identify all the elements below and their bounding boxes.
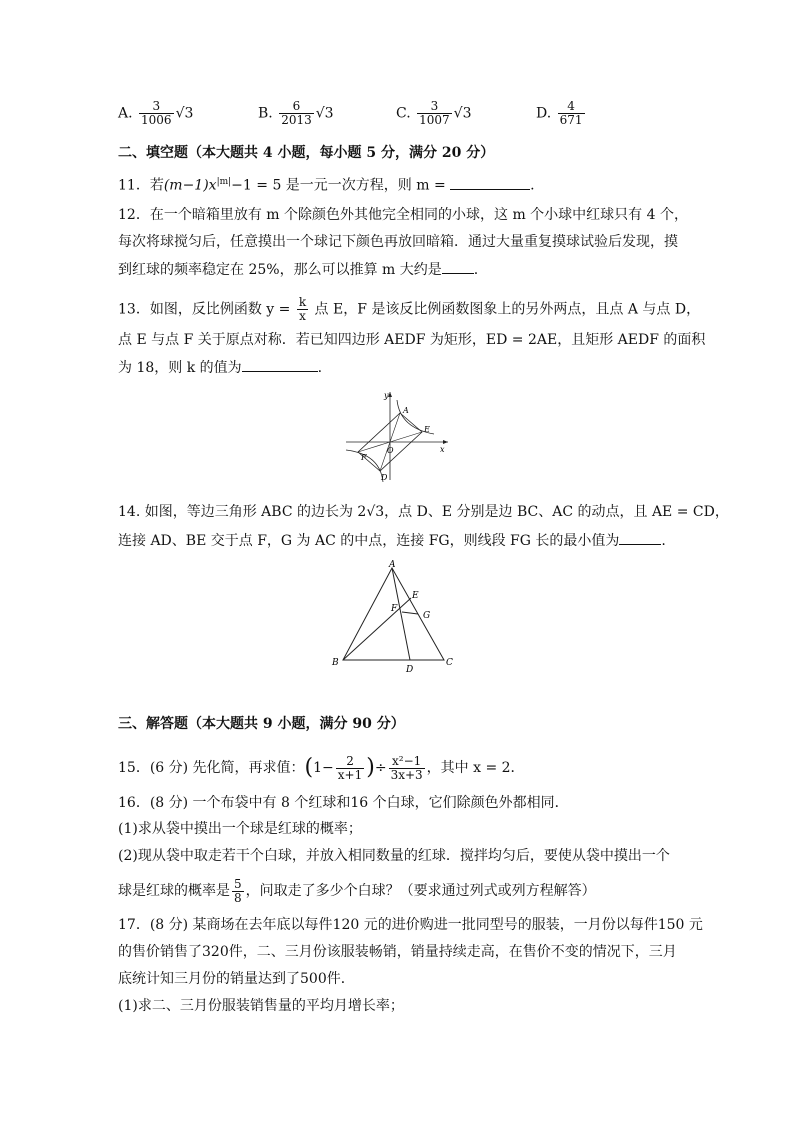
segment-fg: [402, 612, 418, 614]
label-e: E: [424, 425, 430, 434]
label-a: A: [389, 560, 396, 570]
label-a: A: [403, 406, 409, 415]
label-o: O: [387, 446, 394, 455]
figure-13-hyperbola-rectangle: [342, 388, 452, 484]
question-14-line-1: 14. 如图，等边三角形 ABC 的边长为 2√3，点 D、E 分别是边 BC、AC 的动点，且 AE = CD，: [118, 504, 729, 520]
answer-blank-11[interactable]: [450, 175, 530, 190]
section-heading-fill-in: 二、填空题（本大题共 4 小题，每小题 5 分，满分 20 分）: [118, 145, 495, 161]
section-heading-solutions: 三、解答题（本大题共 9 小题，满分 90 分）: [118, 716, 405, 732]
question-17-line-1: 17．(8 分) 某商场在去年底以每件120 元的进价购进一批同型号的服装，一月份以每件150 元: [118, 917, 703, 933]
label-b: B: [332, 658, 339, 668]
label-d: D: [381, 473, 388, 482]
answer-blank-13[interactable]: [242, 357, 318, 372]
question-16-line-1: 16．(8 分) 一个布袋中有 8 个红球和16 个白球，它们除颜色外都相同．: [118, 795, 569, 811]
question-16-line-3: (2)现从袋中取走若干个白球，并放入相同数量的红球．搅拌均匀后，要使从袋中摸出一个: [118, 848, 670, 864]
question-17-line-4: (1)求二、三月份服装销售量的平均月增长率；: [118, 998, 404, 1014]
question-16-line-4: 球是红球的概率是 $\frac{5}{8}$ ，问取走了多少个白球？（要求通过列式或列方程解答）: [118, 876, 596, 905]
question-17-line-3: 底统计知三月份的销量达到了500件．: [118, 971, 355, 987]
label-g: G: [423, 611, 431, 621]
option-d: D. $\frac{4}{671}$: [536, 99, 583, 127]
question-12-line-3: 到红球的频率稳定在 25%，那么可以推算 m 大约是 .: [118, 259, 478, 280]
segment-ad: [392, 568, 410, 660]
question-14-line-2: 连接 AD、BE 交于点 F，G 为 AC 的中点，连接 FG，则线段 FG 长的最小值为 .: [118, 530, 666, 551]
question-12-line-2: 每次将球搅匀后，任意摸出一个球记下颜色再放回暗箱．通过大量重复摸球试验后发现，摸: [118, 234, 678, 250]
question-11: 11．若$(m-1)x^{|m|}-1 = 5$ 是一元一次方程，则 m = .: [118, 172, 535, 196]
answer-blank-14[interactable]: [619, 530, 661, 545]
option-a: A. $\frac{3}{1006}$ √3: [118, 99, 194, 127]
option-b: B. $\frac{6}{2013}$ √3: [258, 99, 334, 127]
label-f: F: [361, 453, 367, 462]
option-c: C. $\frac{3}{1007}$ √3: [396, 99, 472, 127]
label-x: x: [440, 445, 445, 454]
question-13-line-1: 13．如图，反比例函数 y = $\frac{k}{x}$ 点 E，F 是该反比例函数图象上的另外两点，且点 A 与点 D，: [118, 295, 701, 323]
question-12-line-1: 12．在一个暗箱里放有 m 个除颜色外其他完全相同的小球，这 m 个小球中红球只有 4 个，: [118, 207, 688, 223]
question-17-line-2: 的售价销售了320件，二、三月份该服装畅销，销量持续走高，在售价不变的情况下，三月: [118, 944, 677, 960]
question-13-line-2: 点 E 与点 F 关于原点对称．若已知四边形 AEDF 为矩形，ED = 2AE，且矩形 AEDF 的面积: [118, 332, 706, 348]
label-y: y: [384, 391, 389, 400]
label-d: D: [406, 665, 414, 674]
label-f: F: [391, 604, 398, 614]
label-e: E: [412, 591, 419, 601]
figure-14-triangle: [326, 556, 466, 674]
answer-blank-12[interactable]: [442, 259, 474, 274]
question-13-line-3: 为 18，则 k 的值为 .: [118, 357, 322, 378]
question-15: 15．(6 分) 先化简，再求值：(1− $\frac{2}{x+1}$ )÷ $\frac{\text{x²−1}}{3x+3}$ ，其中 x = 2．: [118, 753, 525, 782]
question-16-line-2: (1)求从袋中摸出一个球是红球的概率；: [118, 821, 362, 837]
label-c: C: [446, 658, 453, 668]
segment-be: [343, 598, 411, 660]
